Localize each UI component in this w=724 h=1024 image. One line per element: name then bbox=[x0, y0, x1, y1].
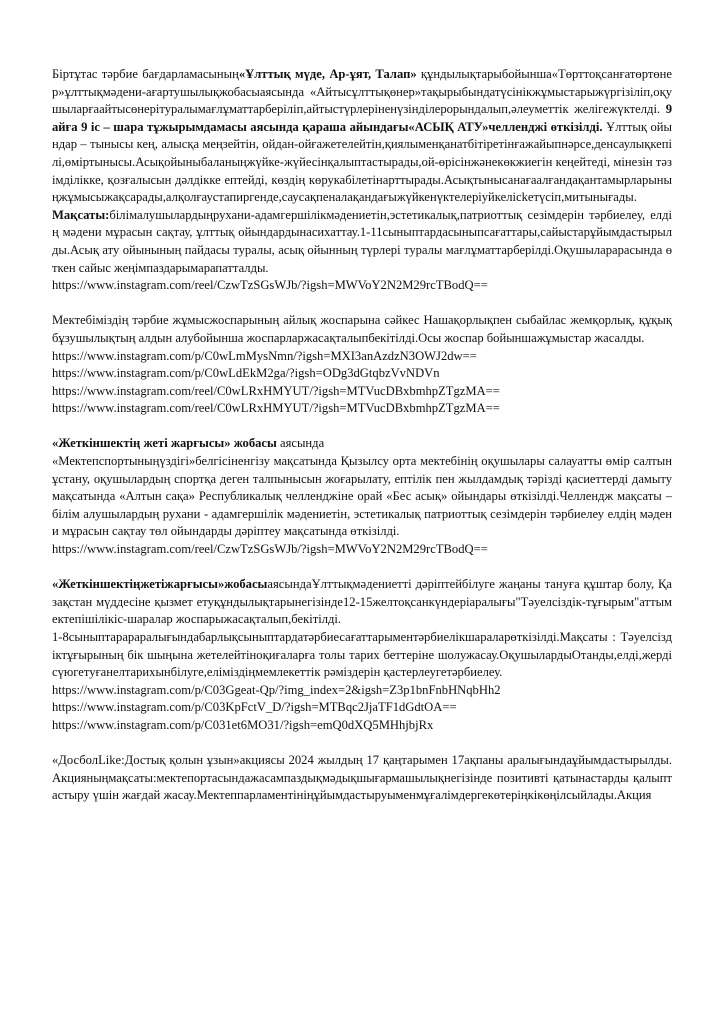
link-url[interactable]: https://www.instagram.com/p/C03Ggeat-Qp/?img_index=2&igsh=Z3p1bnFnbHNqbHh2 bbox=[52, 682, 501, 697]
goal-label: Мақсаты: bbox=[52, 207, 110, 222]
text: Ұлттық ойындар – тынысы кең, алысқа меңзейтін, ойдан-ойғажетелейтін,қиялыменқанатбітіретінғажайыпнәрсе,денсаулықкепілі,өміртынысы.Асықойыныбаланыңжүйке-жүйесінқалыптастырады,ой-өрісінжәнекөкжиегін кеңейтеді, мінезін тәзімділікке, қозғалысын дәлдікке ептейді, көздің көрукабілетінарттырады.Асықтынысанағаалғандақантамырларыныңжұмысыжақсарады,алқолғаустапиргенде,саусақпеналақандағыжүйкенүктелеріуйкелісkeтүсіп,митынығады. bbox=[52, 119, 672, 205]
paragraph-aitys bbox=[52, 66, 672, 207]
link-url[interactable]: https://www.instagram.com/reel/CzwTzSGsWJb/?igsh=MWVoY2N2M29rcTBodQ== bbox=[52, 542, 488, 557]
text: білімалушылардыңрухани-адамгершілікмәдениетін,эстетикалық,патриоттық сезімдерін тәрбиелеу, елдің мәдени мұрасын сақтау, ұлттық ойындардынасихаттау.1-11сыныптардасыныпсағаттары,сайыстарұйымдастырылды.Асық ату ойынының пайдасы туралы, асық ойынның түрлері туралы мағлұматтарберілді.Оқушыларарасында өткен сайыс жеңімпаздарымарапатталды. bbox=[52, 207, 672, 275]
link-url[interactable]: https://www.instagram.com/reel/C0wLRxHMYUT/?igsh=MTVucDBxbmhpZTgzMA== bbox=[52, 383, 500, 398]
bold-text: «Жеткіншектің жеті жарғысы» жобасы bbox=[52, 436, 277, 451]
paragraph-anticorruption: Мектебіміздің тәрбие жұмысжоспарының айлық жоспарына сәйкес Нашақорлықпен сыбайлас жемқорлық, құқық бұзушылықтың алдын алубойынша жоспарларжасақталыпбекітілді.Осы жоспар бойыншажұмыстар жасалды. bbox=[52, 313, 672, 345]
bold-text: «Ұлттық мүде, Ар-ұят, Талап» bbox=[238, 67, 417, 81]
paragraph-dosbol-like: «ДосболLike:Достық қолын ұзын»акциясы 2024 жылдың 17 қаңтарымен 17ақпаны аралығындаұйымдастырылды.Акцияныңмақсаты:мектепортасындажасампаздықмәдықшығармашылықнегізінде позитивті қатынастарды қалыптастыру үшін жағдай жасау.Мектеппарламентініңұйымдастыруыменмұғалімдергекөтеріңкікөңілсыйлады.Акция bbox=[52, 753, 672, 803]
text: аясындаҰлттықмәдениетті дәріптейбілуге жаңаны тануға құштар болу, Қазақстан мүддесіне қызмет етуқұндылықтарынегізінде12-15желтоқсанкүндеріаралығы"Тәуелсіздік-тұғырым"аттымектепішілікіс-шаралар жоспарыжасақталып,бекітілді. bbox=[52, 577, 672, 627]
text: құндылықтарыбойынша«Төрттоқсанғатөртөнер»ұлттықмәдени-ағартушылықжобасыаясында «Айтысұлттықөнер»тақырыбындатүсінікжұмыстарыжүргізіліп,оқушыларғаайтысөнерітуралымағлұматтарберіліп,айтыстүрлеріненүзінділерорындалып,әлеуметтік желігежүктелді. bbox=[52, 67, 672, 117]
paragraph-independence bbox=[52, 576, 672, 629]
document-page bbox=[52, 66, 672, 805]
link-url[interactable]: https://www.instagram.com/reel/C0wLRxHMYUT/?igsh=MTVucDBxbmhpZTgzMA== bbox=[52, 401, 500, 416]
bold-text: «Жеткіншектіңжетіжарғысы»жобасы bbox=[52, 577, 268, 592]
link-url[interactable]: https://www.instagram.com/p/C0wLdEkM2ga/?igsh=ODg3dGtqbzVvNDVn bbox=[52, 366, 440, 381]
paragraph-goal bbox=[52, 207, 672, 277]
bold-text: 9 айға 9 іс – шара тұжырымдамасы аясында қараша айындағы«АСЫҚ АТУ»челленджі өткізілді. bbox=[52, 102, 672, 134]
link-url[interactable]: https://www.instagram.com/reel/CzwTzSGsWJb/?igsh=MWVoY2N2M29rcTBodQ== bbox=[52, 278, 488, 293]
paragraph-heading bbox=[52, 435, 672, 453]
text: Біртұтас тәрбие бағдарламасының bbox=[52, 67, 239, 81]
paragraph-bes-asyk: «Мектепспортыныңүздігі»белгісіненгізу мақсатында Қызылсу орта мектебінің оқушылары салауатты өмір салтын ұстану, оқушылардың спортқа деген талпынысын жоғарылату, ептілік пен жылдамдық тәрізді қасиеттерді дамыту мақсатында «Алтын сақа» Республикалық челленджіне орай «Бес асық» ойындары өткізілді.Челлендж мақсаты – білім алушылардың рухани - адамгершілік мәдениетін, эстетикалық патриоттық сезімдерін тәрбиелеу елдің мәдени мұрасын сақтау төл ойындарды дәріптеу мақсатында өткізілді. bbox=[52, 454, 672, 539]
paragraph-independence-goal: 1-8сыныптарараралығындабарлықсыныптардатәрбиесағаттарыментәрбиелікшараларөткізілді.Мақсаты : Тәуелсіздіктұғырының бік шыңына жетелейтіноқиғаларға толы тарих беттеріне шолужасау.ОқушылардыОтанды,елді,жердісүюгетуғанелтарихынбілуге,еліміздіңмемлекеттік рәміздерін қастерлеугетәрбиелеу. bbox=[52, 630, 672, 680]
link-url[interactable]: https://www.instagram.com/p/C03KpFctV_D/?igsh=MTBqc2JjaTF1dGdtOA== bbox=[52, 700, 457, 715]
link-url[interactable]: https://www.instagram.com/p/C031et6MO31/?igsh=emQ0dXQ5MHhjbjRx bbox=[52, 717, 434, 732]
text: аясында bbox=[276, 436, 325, 451]
link-url[interactable]: https://www.instagram.com/p/C0wLmMysNmn/?igsh=MXI3anAzdzN3OWJ2dw== bbox=[52, 348, 477, 363]
